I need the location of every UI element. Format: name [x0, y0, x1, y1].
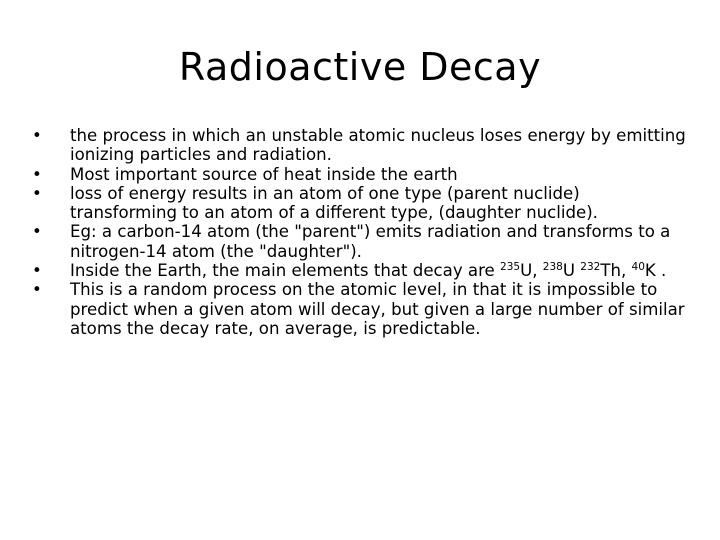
isotope-symbol: U,	[520, 261, 543, 281]
bullet-item	[30, 165, 690, 184]
bullet-text: Most important source of heat inside the earth	[70, 164, 458, 184]
bullet-icon: •	[32, 164, 42, 184]
bullet-icon: •	[32, 183, 42, 203]
bullet-item	[30, 184, 690, 223]
bullet-item	[30, 280, 690, 338]
bullet-icon: •	[32, 280, 42, 300]
isotope-mass-number: 238	[542, 261, 563, 274]
bullet-text: loss of energy results in an atom of one type (parent nuclide) transforming to an atom of a different type, (daughter nuclide).	[70, 183, 598, 223]
bullet-item	[30, 222, 690, 261]
isotope-mass-number: 232	[580, 261, 601, 274]
bullet-list	[30, 126, 690, 338]
slide-title: Radioactive Decay	[178, 45, 542, 89]
isotope-symbol: K .	[644, 261, 667, 281]
isotope-prefix: Inside the Earth, the main elements that decay are	[70, 261, 501, 281]
bullet-item	[30, 126, 690, 165]
bullet-text: This is a random process on the atomic level, in that it is impossible to predict when a given atom will decay, but given a large number of similar atoms the decay rate, on average, is predictable.	[70, 280, 685, 338]
isotope-symbol: Th,	[600, 261, 627, 281]
isotope-mass-number: 235	[500, 261, 521, 274]
isotope-mass-number: 40	[631, 261, 645, 274]
bullet-text: the process in which an unstable atomic nucleus loses energy by emitting ionizing particles and radiation.	[70, 126, 686, 165]
bullet-text: Eg: a carbon-14 atom (the "parent") emits radiation and transforms to a nitrogen-14 atom (the "daughter").	[70, 222, 671, 261]
bullet-text-isotopes	[70, 261, 666, 280]
bullet-item	[30, 261, 690, 280]
bullet-icon: •	[32, 261, 42, 281]
bullet-icon: •	[32, 222, 42, 242]
bullet-icon: •	[32, 126, 42, 145]
isotope-symbol: U	[562, 261, 581, 281]
